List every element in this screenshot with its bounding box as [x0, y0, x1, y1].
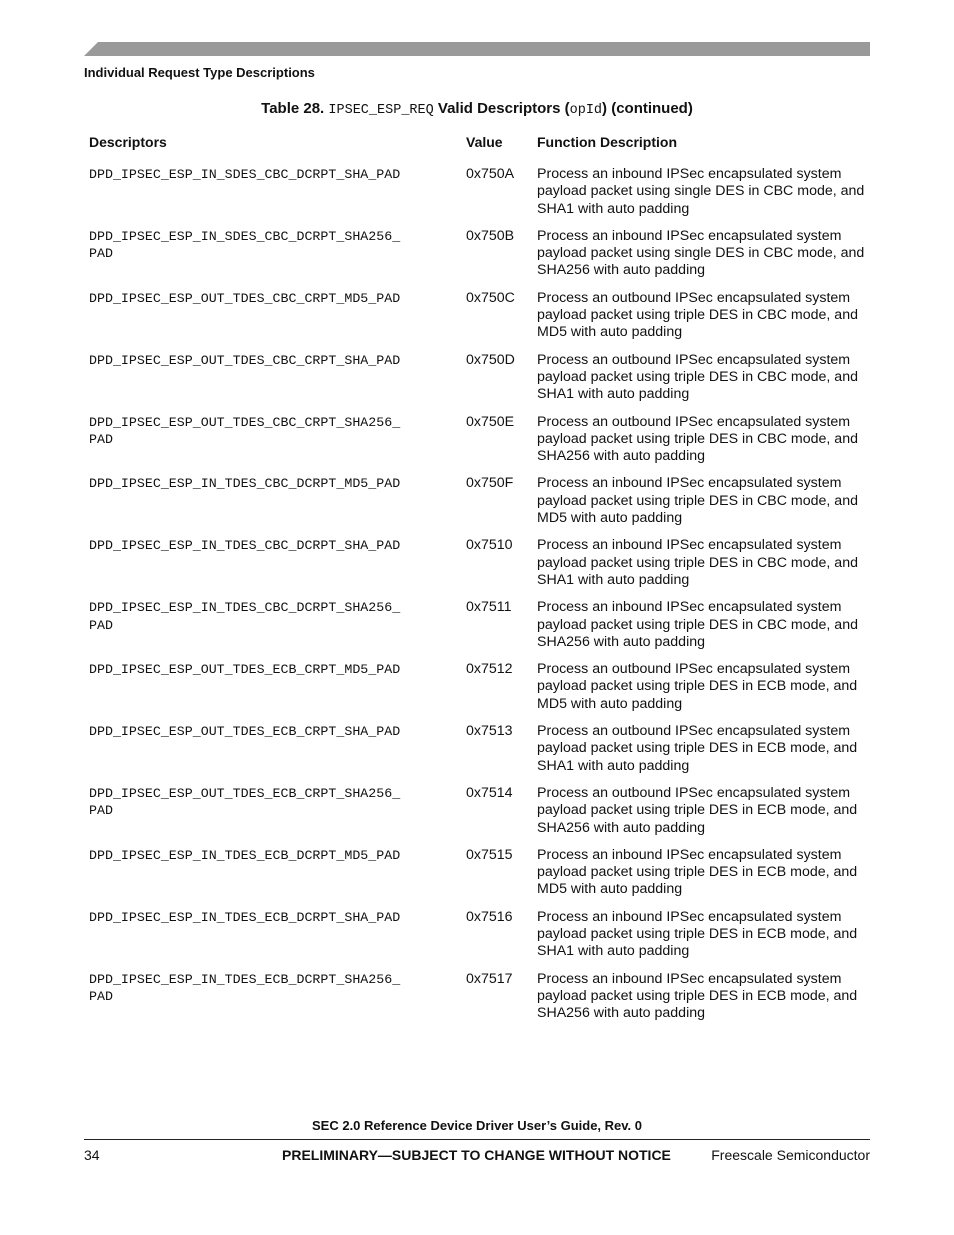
function-description-cell: Process an inbound IPSec encapsulated system payload packet using triple DES in ECB mode, and MD5 with auto padding [537, 846, 858, 898]
table-row [84, 166, 870, 228]
descriptor-cell: DPD_IPSEC_ESP_IN_TDES_CBC_DCRPT_SHA_PAD [89, 538, 401, 554]
table-title-middle: Valid Descriptors ( [437, 100, 570, 117]
descriptor-cell: DPD_IPSEC_ESP_IN_TDES_CBC_DCRPT_MD5_PAD [89, 476, 401, 492]
function-description-cell: Process an inbound IPSec encapsulated system payload packet using triple DES in ECB mode, and SHA1 with auto padding [537, 908, 858, 960]
function-description-cell: Process an inbound IPSec encapsulated system payload packet using triple DES in CBC mode, and SHA1 with auto padding [537, 537, 858, 588]
value-cell: 0x7513 [466, 723, 513, 740]
descriptor-cell: DPD_IPSEC_ESP_IN_SDES_CBC_DCRPT_SHA256_ PAD [89, 228, 401, 262]
table-row [84, 785, 870, 847]
descriptor-cell: DPD_IPSEC_ESP_OUT_TDES_CBC_CRPT_SHA_PAD [89, 352, 401, 368]
footer-title: SEC 2.0 Reference Device Driver User’s Guide, Rev. 0 [312, 1118, 642, 1133]
table-row [84, 475, 870, 537]
descriptor-cell: DPD_IPSEC_ESP_OUT_TDES_ECB_CRPT_MD5_PAD [89, 662, 401, 678]
value-cell: 0x750B [466, 227, 515, 244]
section-header: Individual Request Type Descriptions [84, 65, 315, 80]
column-header-value: Value [466, 134, 503, 150]
value-cell: 0x750A [466, 166, 515, 182]
company-name: Freescale Semiconductor [711, 1147, 870, 1163]
table-row [84, 290, 870, 352]
table-header-row [84, 134, 870, 166]
function-description-cell: Process an outbound IPSec encapsulated system payload packet using triple DES in ECB mode, and MD5 with auto padding [537, 661, 858, 712]
function-description-cell: Process an outbound IPSec encapsulated system payload packet using triple DES in CBC mode, and MD5 with auto padding [537, 289, 858, 341]
table-row [84, 599, 870, 661]
column-header-function-description: Function Description [537, 134, 677, 150]
function-description-cell: Process an outbound IPSec encapsulated system payload packet using triple DES in CBC mode, and SHA1 with auto padding [537, 351, 858, 403]
value-cell: 0x7510 [466, 537, 513, 554]
value-cell: 0x7516 [466, 908, 513, 925]
descriptor-cell: DPD_IPSEC_ESP_OUT_TDES_ECB_CRPT_SHA256_ PAD [89, 785, 401, 819]
table-title [0, 100, 954, 118]
table-row [84, 414, 870, 476]
descriptor-cell: DPD_IPSEC_ESP_IN_TDES_ECB_DCRPT_SHA256_ PAD [89, 971, 401, 1004]
table-row [84, 723, 870, 785]
table-title-code: IPSEC_ESP_REQ [328, 103, 434, 118]
value-cell: 0x7517 [466, 970, 513, 987]
value-cell: 0x7515 [466, 846, 513, 863]
function-description-cell: Process an outbound IPSec encapsulated system payload packet using triple DES in ECB mode, and SHA256 with auto padding [537, 784, 858, 836]
table-title-prefix: Table 28. [261, 100, 325, 117]
descriptor-table [84, 134, 870, 1032]
descriptor-cell: DPD_IPSEC_ESP_IN_TDES_ECB_DCRPT_SHA_PAD [89, 909, 401, 925]
table-row [84, 661, 870, 723]
function-description-cell: Process an inbound IPSec encapsulated system payload packet using triple DES in ECB mode, and SHA256 with auto padding [537, 970, 858, 1022]
table-row [84, 971, 870, 1033]
preliminary-notice: PRELIMINARY—SUBJECT TO CHANGE WITHOUT NOTICE [282, 1147, 671, 1163]
table-row [84, 537, 870, 599]
function-description-cell: Process an inbound IPSec encapsulated system payload packet using triple DES in CBC mode, and MD5 with auto padding [537, 475, 858, 527]
value-cell: 0x750F [466, 475, 514, 492]
descriptor-cell: DPD_IPSEC_ESP_OUT_TDES_ECB_CRPT_SHA_PAD [89, 724, 401, 740]
page-number: 34 [84, 1147, 100, 1163]
table-title-opid: opId [569, 103, 603, 118]
table-row [84, 228, 870, 290]
value-cell: 0x750E [466, 413, 515, 430]
header-bar [84, 42, 870, 56]
table-row [84, 909, 870, 971]
value-cell: 0x750C [466, 289, 515, 306]
column-header-descriptors: Descriptors [89, 134, 167, 150]
function-description-cell: Process an inbound IPSec encapsulated system payload packet using single DES in CBC mode, and SHA1 with auto padding [537, 166, 865, 217]
footer-divider [84, 1139, 870, 1140]
table-row [84, 352, 870, 414]
descriptor-cell: DPD_IPSEC_ESP_OUT_TDES_CBC_CRPT_SHA256_ PAD [89, 414, 401, 447]
function-description-cell: Process an inbound IPSec encapsulated system payload packet using single DES in CBC mode, and SHA256 with auto padding [537, 227, 865, 279]
table-title-suffix: ) (continued) [602, 100, 693, 117]
value-cell: 0x7511 [466, 599, 512, 616]
function-description-cell: Process an outbound IPSec encapsulated system payload packet using triple DES in ECB mode, and SHA1 with auto padding [537, 723, 858, 774]
descriptor-cell: DPD_IPSEC_ESP_IN_SDES_CBC_DCRPT_SHA_PAD [89, 167, 401, 182]
descriptor-cell: DPD_IPSEC_ESP_OUT_TDES_CBC_CRPT_MD5_PAD [89, 290, 401, 306]
value-cell: 0x750D [466, 351, 515, 368]
function-description-cell: Process an outbound IPSec encapsulated system payload packet using triple DES in CBC mode, and SHA256 with auto padding [537, 413, 858, 465]
function-description-cell: Process an inbound IPSec encapsulated system payload packet using triple DES in CBC mode, and SHA256 with auto padding [537, 599, 858, 650]
descriptor-cell: DPD_IPSEC_ESP_IN_TDES_ECB_DCRPT_MD5_PAD [89, 847, 401, 863]
descriptor-cell: DPD_IPSEC_ESP_IN_TDES_CBC_DCRPT_SHA256_ PAD [89, 600, 401, 633]
table-row [84, 847, 870, 909]
value-cell: 0x7514 [466, 784, 513, 801]
value-cell: 0x7512 [466, 661, 513, 678]
